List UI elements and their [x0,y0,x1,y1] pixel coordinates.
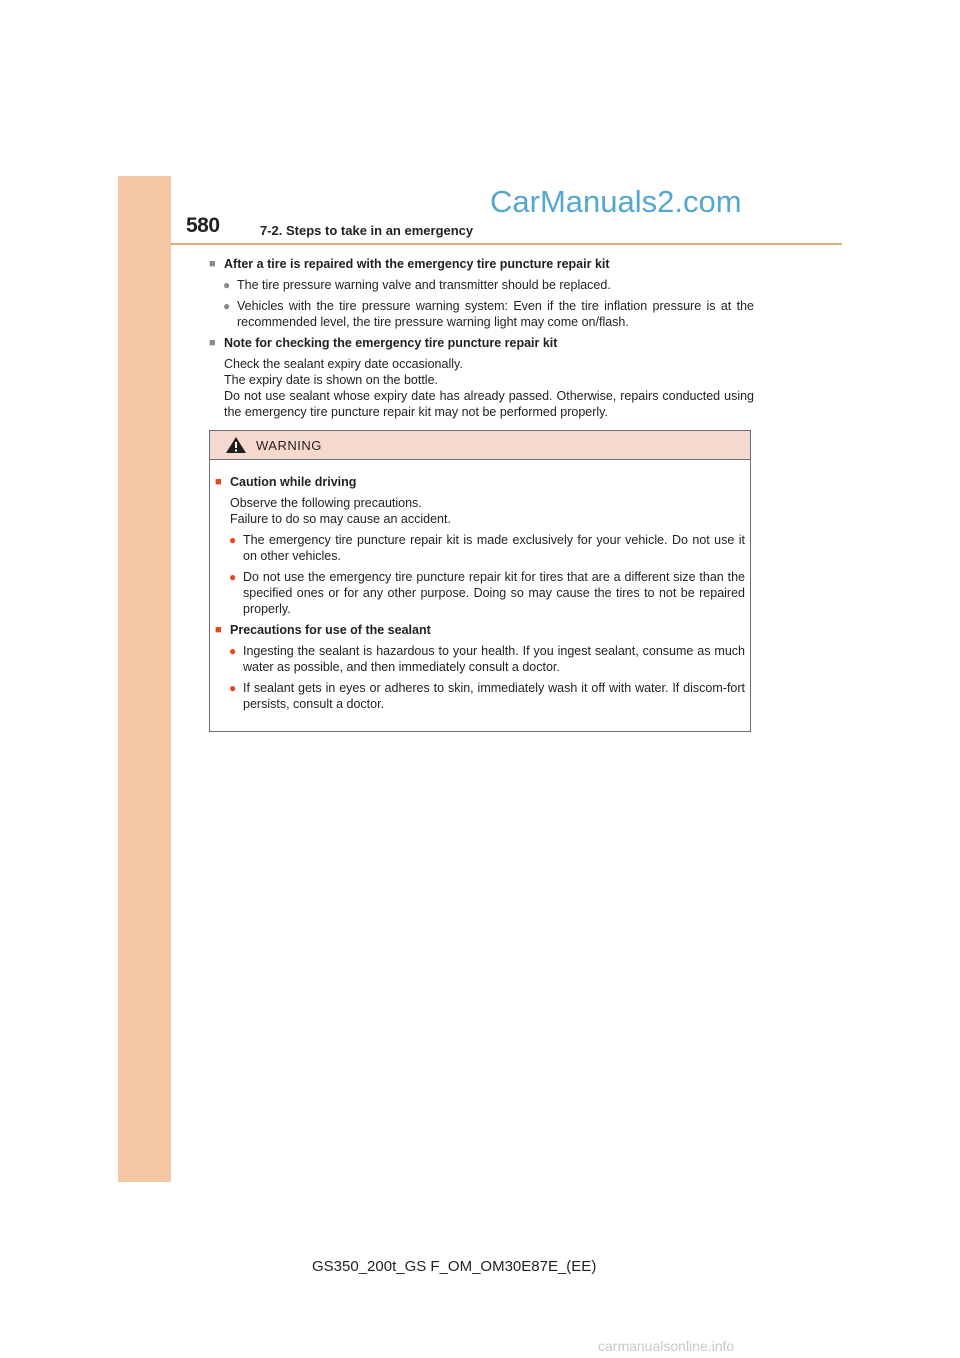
list-item: ● If sealant gets in eyes or adheres to skin, immediately wash it off with water. If discom-fort persists, consult a doctor. [229,681,745,711]
list-item: ● The tire pressure warning valve and transmitter should be replaced. [223,278,611,292]
warning-title: WARNING [256,437,322,453]
paragraph-line: Do not use sealant whose expiry date has already passed. Otherwise, repairs conducted using the emergency tire puncture repair kit may not be performed properly. [224,389,754,419]
dot-bullet-icon: ● [223,299,231,313]
paragraph-line: Check the sealant expiry date occasionally. [224,357,463,371]
warning-body [210,460,750,712]
warning-triangle-icon [225,436,247,454]
warning-heading-caution: ■ Caution while driving [215,475,357,489]
side-color-band [118,176,171,1182]
list-item: ● Do not use the emergency tire puncture repair kit for tires that are a different size than the specified ones or for any other purpose. Doing so may cause the tires to not be repaired properly. [229,570,745,616]
dot-bullet-icon: ● [229,644,237,658]
list-item: ● Vehicles with the tire pressure warning system: Even if the tire inflation pressure is at the recommended level, the tire pressure warning light may come on/flash. [223,299,754,329]
square-bullet-icon: ■ [209,258,216,270]
page-number: 580 [186,214,220,237]
section-heading-after-repair: ■ After a tire is repaired with the emergency tire puncture repair kit [209,257,610,271]
main-content [209,256,754,420]
warning-header [210,431,750,460]
dot-bullet-icon: ● [223,278,231,292]
dot-bullet-icon: ● [229,681,237,695]
warning-box [209,430,751,732]
header-divider [171,243,842,245]
square-bullet-icon: ■ [215,624,222,636]
list-item: ● The emergency tire puncture repair kit is made exclusively for your vehicle. Do not use it on other vehicles. [229,533,745,563]
square-bullet-icon: ■ [215,476,222,488]
warning-heading-sealant: ■ Precautions for use of the sealant [215,623,431,637]
dot-bullet-icon: ● [229,533,237,547]
watermark-top: CarManuals2.com [490,184,742,219]
watermark-bottom: carmanualsonline.info [598,1338,735,1354]
dot-bullet-icon: ● [229,570,237,584]
paragraph-line: The expiry date is shown on the bottle. [224,373,439,387]
square-bullet-icon: ■ [209,337,216,349]
document-code: GS350_200t_GS F_OM_OM30E87E_(EE) [312,1258,597,1275]
paragraph-line: Failure to do so may cause an accident. [230,512,451,526]
section-heading-note-checking: ■ Note for checking the emergency tire puncture repair kit [209,336,558,350]
list-item: ● Ingesting the sealant is hazardous to your health. If you ingest sealant, consume as much water as possible, and then immediately consult a doctor. [229,644,745,674]
section-title: 7-2. Steps to take in an emergency [260,223,474,238]
paragraph-line: Observe the following precautions. [230,496,422,510]
